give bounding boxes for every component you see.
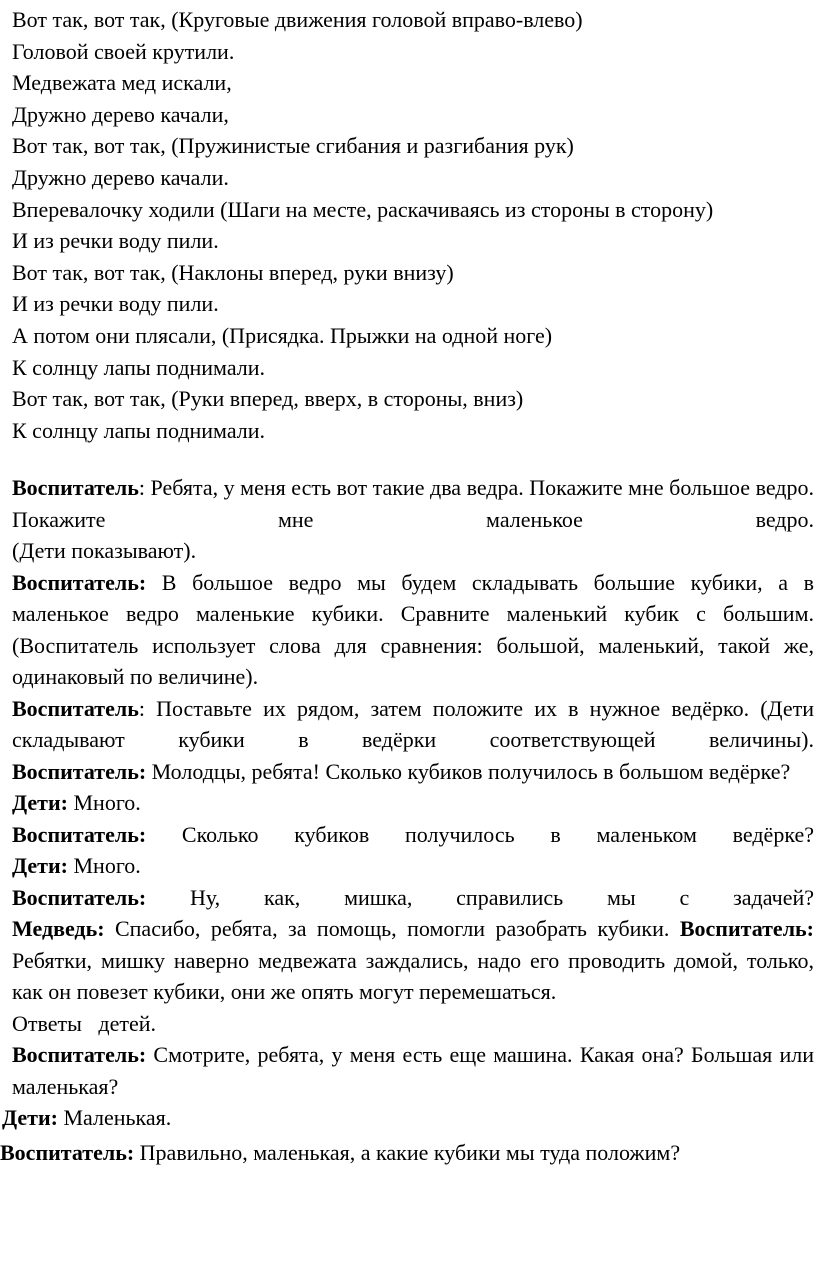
speaker-label: Воспитатель: (12, 884, 147, 910)
dialog-text: Поставьте их рядом, затем положите их в нужное ведёрко. (Дети складывают кубики в ведёрки соответствующей величины). (12, 695, 814, 752)
speaker-label: Воспитатель (12, 695, 139, 721)
speaker-label: Воспитатель: (0, 1139, 135, 1165)
poem-line: Вперевалочку ходили (Шаги на месте, раскачиваясь из стороны в сторону) (12, 196, 714, 222)
dialog-text: Сколько кубиков получилось в маленьком ведёрке? (146, 821, 814, 847)
dialog-paragraph (12, 819, 814, 851)
dialog-paragraph (12, 787, 814, 819)
speaker-label: Воспитатель: (12, 758, 147, 784)
dialog-text: Ну, как, мишка, справились мы с задачей? (146, 884, 814, 910)
dialog-text: Маленькая. (57, 1105, 172, 1130)
dialog-paragraph (0, 1137, 814, 1169)
dialog-paragraph (12, 850, 814, 882)
dialog-paragraph (2, 1102, 814, 1134)
poem-line: И из речки воду пили. (12, 228, 219, 254)
dialog-text: В большое ведро мы будем складывать большие кубики, а в маленькое ведро маленькие кубики. Сравните маленький кубик с большим. (Воспитатель использует слова для сравнения: большой, маленький, такой же, одинаковый по величине). (12, 569, 814, 689)
poem-line: А потом они плясали, (Присядка. Прыжки на одной ноге) (12, 322, 553, 348)
poem-line: К солнцу лапы поднимали. (12, 354, 266, 380)
dialog-paragraph (12, 913, 814, 1008)
poem-line: И из речки воду пили. (12, 291, 219, 317)
dialog-text: Ребятки, мишку наверно медвежата заждались, надо его проводить домой, только, как он повезет кубики, они же опять могут перемешаться. (12, 947, 814, 1004)
dialog-paragraph (12, 535, 814, 567)
poem-block (12, 4, 812, 446)
dialog-paragraph (12, 756, 814, 788)
dialog-text: Смотрите, ребята, у меня есть еще машина. Какая она? Большая или маленькая? (12, 1042, 814, 1099)
poem-line: Вот так, вот так, (Пружинистые сгибания и разгибания рук) (12, 133, 574, 159)
poem-line: Головой своей крутили. (12, 38, 235, 64)
poem-line: Медвежата мед искали, (12, 70, 232, 96)
dialog-paragraph (12, 1008, 814, 1040)
poem-line: Дружно дерево качали. (12, 164, 229, 190)
punctuation: : (138, 695, 145, 721)
dialog-text: Много. (67, 790, 141, 815)
poem-line: Вот так, вот так, (Руки вперед, вверх, в стороны, вниз) (12, 386, 524, 412)
dialog-text: Спасибо, ребята, за помощь, помогли разобрать кубики. (104, 916, 680, 941)
speaker-label: Медведь: (12, 916, 105, 941)
dialog-text: Много. (67, 853, 141, 878)
dialog-block (0, 472, 814, 1168)
poem-line: Дружно дерево качали, (12, 101, 229, 127)
dialog-paragraph (12, 882, 814, 914)
dialog-text: Правильно, маленькая, а какие кубики мы туда положим? (134, 1139, 681, 1165)
dialog-text: Ответы детей. (12, 1010, 157, 1036)
dialog-text: (Дети показывают). (12, 538, 197, 563)
punctuation: : (138, 475, 145, 500)
speaker-label: Воспитатель: (12, 569, 147, 595)
poem-line: Вот так, вот так, (Наклоны вперед, руки внизу) (12, 259, 454, 285)
speaker-label: Воспитатель (12, 475, 139, 500)
dialog-text: Ребята, у меня есть вот такие два ведра. Покажите мне большое ведро. Покажите мне маленькое ведро. (12, 475, 814, 532)
speaker-label: Дети: (2, 1105, 58, 1130)
dialog-paragraph (12, 693, 814, 756)
dialog-paragraph (12, 472, 814, 535)
speaker-label: Воспитатель: (12, 821, 147, 847)
speaker-label: Воспитатель: (679, 916, 814, 941)
poem-line: Вот так, вот так, (Круговые движения головой вправо-влево) (12, 7, 583, 32)
speaker-label: Дети: (12, 853, 68, 878)
dialog-text: Молодцы, ребята! Сколько кубиков получилось в большом ведёрке? (146, 758, 791, 784)
poem-line: К солнцу лапы поднимали. (12, 417, 266, 443)
dialog-paragraph (12, 567, 814, 693)
dialog-paragraph (12, 1039, 814, 1102)
speaker-label: Воспитатель: (12, 1042, 147, 1067)
speaker-label: Дети: (12, 790, 68, 815)
